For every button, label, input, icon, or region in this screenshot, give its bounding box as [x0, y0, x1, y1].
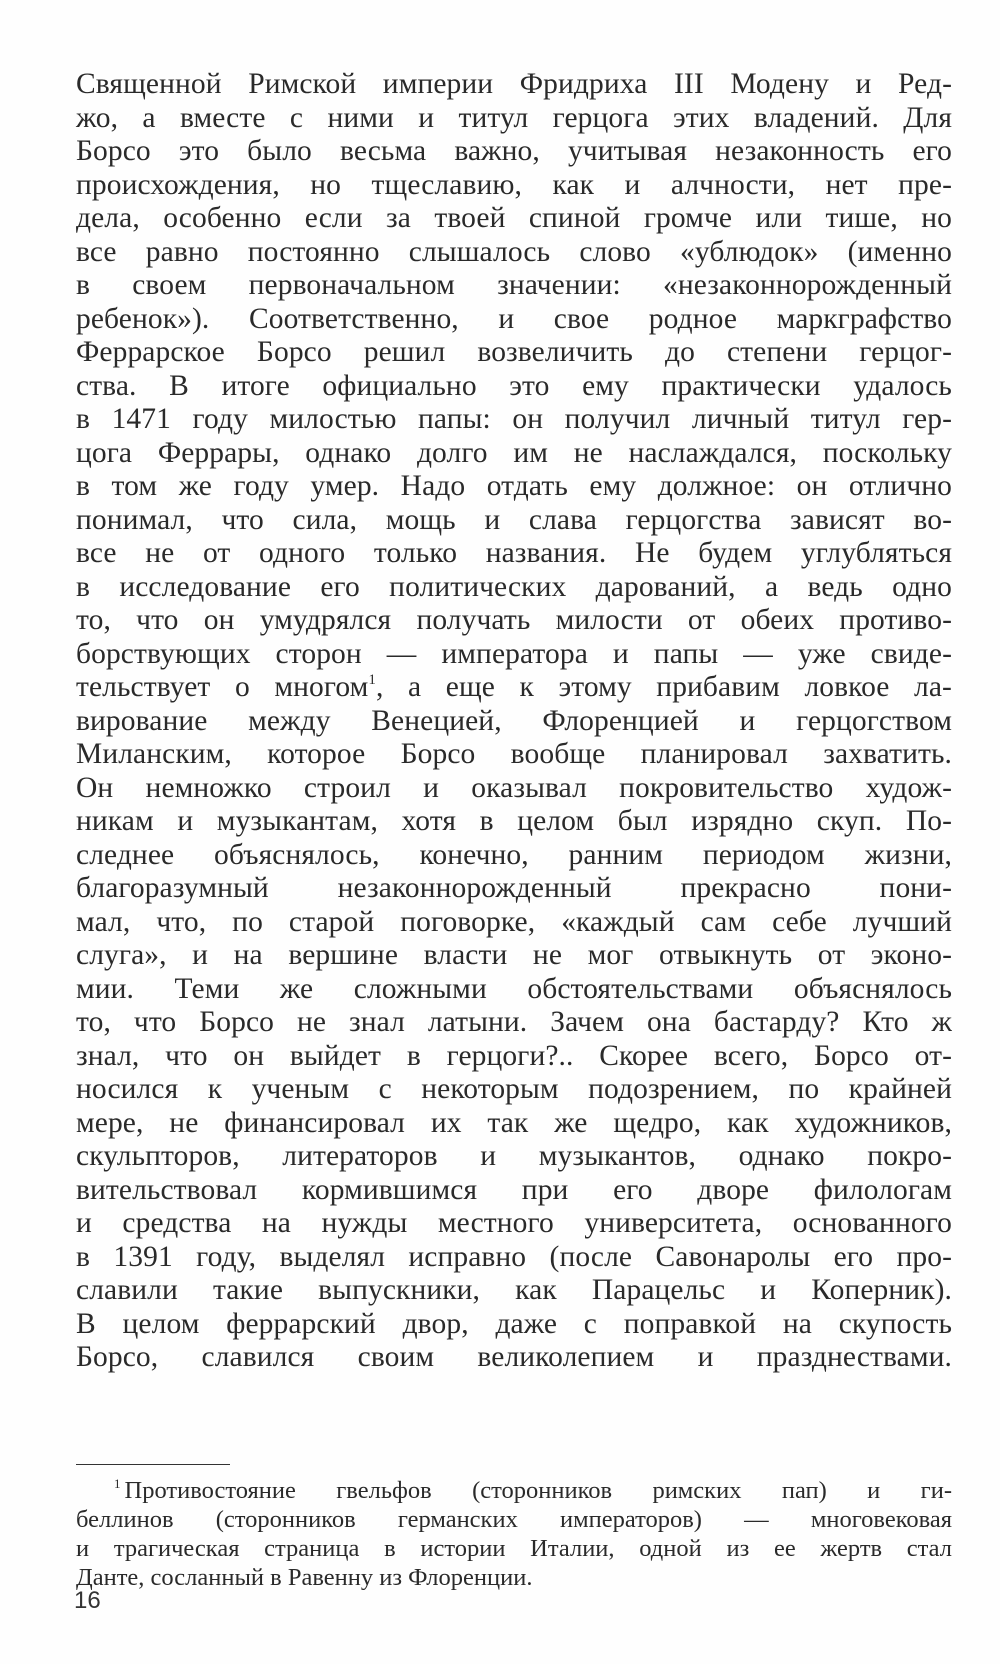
text-line: то, что Борсо не знал латыни. Зачем она бастарду? Кто ж	[76, 1006, 952, 1038]
text-line: мал, что, по старой поговорке, «каждый сам себе лучший	[76, 905, 952, 938]
footnote-line: Данте, сосланный в Равенну из Флоренции.	[76, 1564, 533, 1591]
text-line: Борсо, славился своим великолепием и празднествами.	[76, 1341, 952, 1373]
text-line: Миланским, которое Борсо вообще планировал захватить.	[76, 738, 952, 770]
text-line: Феррарское Борсо решил возвеличить до степени герцог-	[76, 336, 952, 368]
text-line: Борсо это было весьма важно, учитывая незаконность его	[76, 135, 952, 167]
text-line: Он немножко строил и оказывал покровительство худож-	[76, 771, 952, 804]
text-line: в 1391 году, выделял исправно (после Савонаролы его про-	[76, 1240, 952, 1273]
text-line: славили такие выпускники, как Парацельс и Коперник).	[76, 1274, 952, 1306]
text-line: ребенок»). Соответственно, и свое родное маркграфство	[76, 302, 952, 335]
text-segment: тельствует о многом	[76, 671, 369, 703]
footnote-line	[76, 1476, 952, 1505]
text-line: происхождения, но тщеславию, как и алчности, нет пре-	[76, 168, 952, 201]
text-line: борствующих сторон — императора и папы — уже свиде-	[76, 637, 952, 670]
text-line: в своем первоначальном значении: «незаконнорожденный	[76, 269, 952, 301]
text-line: никам и музыкантам, хотя в целом был изрядно скуп. По-	[76, 805, 952, 837]
footnote	[76, 1476, 952, 1592]
text-line-with-footnote	[76, 671, 952, 705]
footnote-line: и трагическая страница в истории Италии, одной из ее жертв стал	[76, 1535, 952, 1562]
footnote-divider	[76, 1464, 230, 1465]
text-line: знал, что он выйдет в герцоги?.. Скорее всего, Борсо от-	[76, 1039, 952, 1072]
main-text	[76, 68, 952, 1375]
text-segment: , а еще к этому прибавим ловкое ла-	[376, 671, 952, 703]
text-line: Священной Римской империи Фридриха III Модену и Ред-	[76, 68, 952, 100]
text-line: дела, особенно если за твоей спиной громче или тише, но	[76, 202, 952, 234]
footnote-line: беллинов (сторонников германских императоров) — многовековая	[76, 1506, 952, 1533]
text-line: следнее объяснялось, конечно, ранним периодом жизни,	[76, 838, 952, 871]
text-line: и средства на нужды местного университета, основанного	[76, 1207, 952, 1239]
text-line: жо, а вместе с ними и титул герцога этих владений. Для	[76, 101, 952, 134]
text-line: цога Феррары, однако долго им не наслаждался, поскольку	[76, 436, 952, 469]
text-line: в том же году умер. Надо отдать ему должное: он отлично	[76, 470, 952, 502]
text-line: благоразумный незаконнорожденный прекрасно пони-	[76, 872, 952, 904]
text-line: носился к ученым с некоторым подозрением, по крайней	[76, 1073, 952, 1105]
text-line: скульпторов, литераторов и музыкантов, однако покро-	[76, 1140, 952, 1172]
text-line: понимал, что сила, мощь и слава герцогства зависят во-	[76, 503, 952, 536]
text-line: В целом феррарский двор, даже с поправкой на скупость	[76, 1307, 952, 1340]
text-line: слуга», и на вершине власти не мог отвыкнуть от эконо-	[76, 939, 952, 971]
text-line: ства. В итоге официально это ему практически удалось	[76, 369, 952, 402]
footnote-number: 1	[114, 1476, 121, 1491]
text-line: мии. Теми же сложными обстоятельствами объяснялось	[76, 972, 952, 1005]
text-line: вительствовал кормившимся при его дворе филологам	[76, 1173, 952, 1206]
text-line: все не от одного только названия. Не будем углубляться	[76, 537, 952, 569]
page-number: 16	[74, 1587, 101, 1614]
text-line: в исследование его политических дарований, а ведь одно	[76, 570, 952, 603]
text-line: в 1471 году милостью папы: он получил личный титул гер-	[76, 403, 952, 435]
footnote-text: Противостояние гвельфов (сторонников римских пап) и ги-	[124, 1477, 952, 1504]
text-line: мере, не финансировал их так же щедро, как художников,	[76, 1106, 952, 1139]
footnote-ref[interactable]: 1	[368, 672, 376, 688]
text-line: все равно постоянно слышалось слово «ублюдок» (именно	[76, 235, 952, 268]
text-line: вирование между Венецией, Флоренцией и герцогством	[76, 704, 952, 737]
text-line: то, что он умудрялся получать милости от обеих противо-	[76, 604, 952, 636]
